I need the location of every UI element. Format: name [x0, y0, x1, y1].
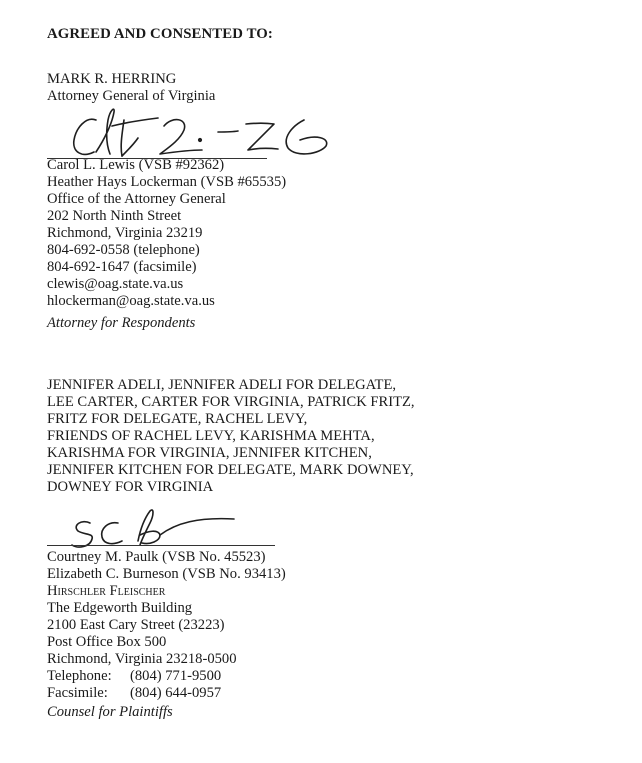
plaintiffs-party-5: KARISHMA FOR VIRGINIA, JENNIFER KITCHEN,: [47, 445, 372, 461]
plaintiffs-signature: [68, 505, 238, 555]
plaintiffs-party-2: LEE CARTER, CARTER FOR VIRGINIA, PATRICK FRITZ,: [47, 394, 415, 410]
respondents-line-5: Richmond, Virginia 23219: [47, 225, 203, 241]
plaintiffs-party-4: FRIENDS OF RACHEL LEVY, KARISHMA MEHTA,: [47, 428, 375, 444]
respondents-signature: [68, 104, 338, 164]
plaintiffs-party-1: JENNIFER ADELI, JENNIFER ADELI FOR DELEGATE,: [47, 377, 397, 393]
respondents-line-2: Heather Hays Lockerman (VSB #65535): [47, 174, 287, 190]
facsimile-value: (804) 644-0957: [130, 685, 222, 701]
facsimile-row: [47, 685, 221, 702]
plaintiffs-party-6: JENNIFER KITCHEN FOR DELEGATE, MARK DOWNEY,: [47, 462, 414, 478]
plaintiffs-line-2: Elizabeth C. Burneson (VSB No. 93413): [47, 566, 286, 582]
telephone-value: (804) 771-9500: [130, 668, 222, 684]
plaintiffs-party-7: DOWNEY FOR VIRGINIA: [47, 479, 214, 495]
attorney-general-name: MARK R. HERRING: [47, 71, 177, 87]
respondents-line-3: Office of the Attorney General: [47, 191, 226, 207]
telephone-label: Telephone:: [47, 668, 112, 684]
law-firm-name: Hirschler Fleischer: [47, 583, 166, 599]
address-line-4: Richmond, Virginia 23218-0500: [47, 651, 237, 667]
respondents-line-7: 804-692-1647 (facsimile): [47, 259, 197, 275]
respondents-email-1: clewis@oag.state.va.us: [47, 276, 184, 292]
facsimile-label: Facsimile:: [47, 685, 108, 701]
respondents-role: Attorney for Respondents: [47, 315, 196, 331]
address-line-3: Post Office Box 500: [47, 634, 167, 650]
plaintiffs-line-1: Courtney M. Paulk (VSB No. 45523): [47, 549, 266, 565]
plaintiffs-party-3: FRITZ FOR DELEGATE, RACHEL LEVY,: [47, 411, 308, 427]
address-line-2: 2100 East Cary Street (23223): [47, 617, 225, 633]
address-line-1: The Edgeworth Building: [47, 600, 193, 616]
attorney-general-title: Attorney General of Virginia: [47, 88, 216, 104]
respondents-line-1: Carol L. Lewis (VSB #92362): [47, 157, 225, 173]
respondents-line-6: 804-692-0558 (telephone): [47, 242, 200, 258]
plaintiffs-role: Counsel for Plaintiffs: [47, 704, 173, 720]
respondents-email-2: hlockerman@oag.state.va.us: [47, 293, 215, 309]
telephone-row: [47, 668, 221, 685]
agreed-heading: AGREED AND CONSENTED TO:: [47, 26, 273, 42]
respondents-line-4: 202 North Ninth Street: [47, 208, 182, 224]
plaintiffs-signature-line: [47, 545, 275, 546]
